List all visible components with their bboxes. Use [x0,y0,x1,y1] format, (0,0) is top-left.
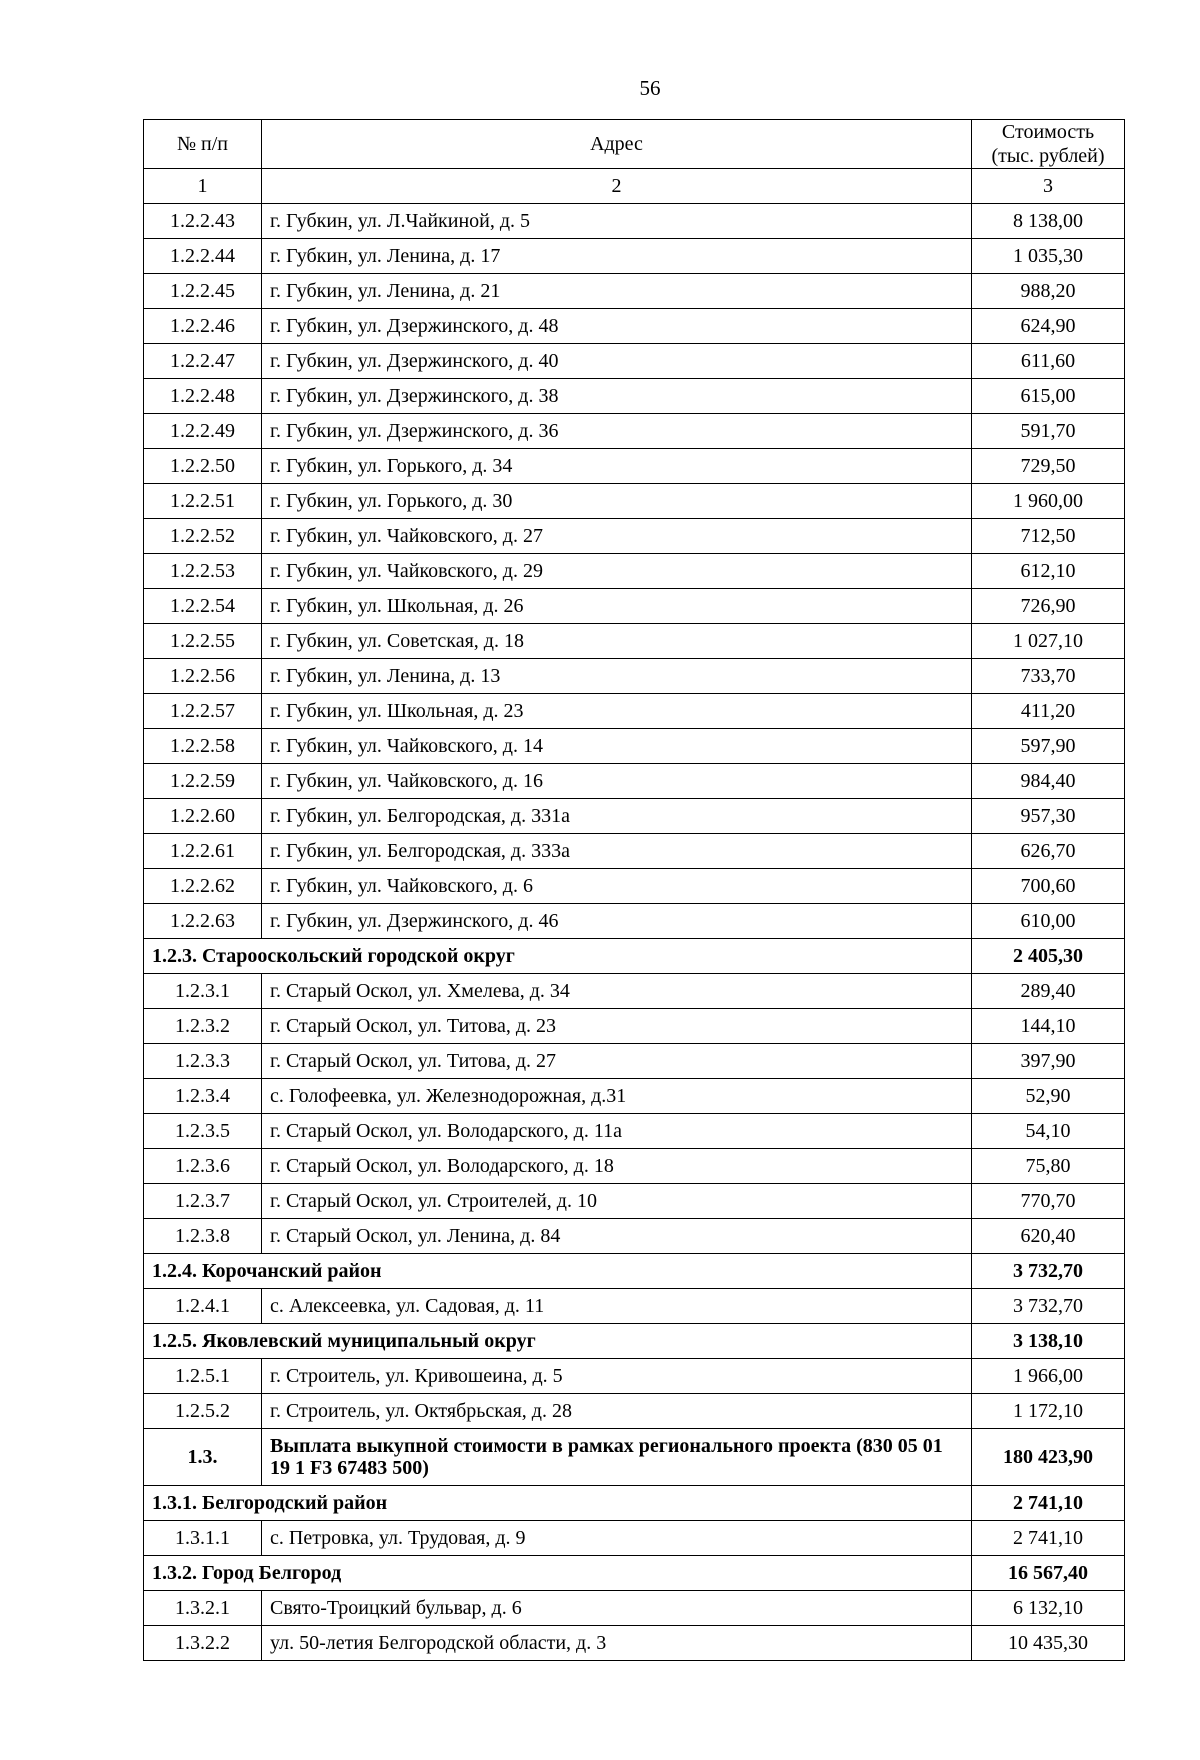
table-row [144,1184,1125,1219]
row-address: г. Старый Оскол, ул. Хмелева, д. 34 [262,974,972,1009]
column-number: 1 [144,169,262,204]
row-number: 1.2.3.6 [144,1149,262,1184]
row-number: 1.2.2.44 [144,239,262,274]
table-row [144,204,1125,239]
row-cost: 75,80 [972,1149,1125,1184]
row-cost: 2 741,10 [972,1521,1125,1556]
row-address: г. Старый Оскол, ул. Володарского, д. 11а [262,1114,972,1149]
row-cost: 1 027,10 [972,624,1125,659]
table-section-row [144,1486,1125,1521]
row-cost: 597,90 [972,729,1125,764]
row-address: г. Губкин, ул. Дзержинского, д. 46 [262,904,972,939]
row-cost: 957,30 [972,799,1125,834]
row-address: г. Губкин, ул. Чайковского, д. 16 [262,764,972,799]
row-cost: 988,20 [972,274,1125,309]
table-row [144,1289,1125,1324]
row-address: с. Петровка, ул. Трудовая, д. 9 [262,1521,972,1556]
row-cost: 624,90 [972,309,1125,344]
row-address: г. Старый Оскол, ул. Титова, д. 23 [262,1009,972,1044]
table-row [144,799,1125,834]
table-major-row [144,1429,1125,1486]
row-cost: 610,00 [972,904,1125,939]
row-number: 1.2.3.7 [144,1184,262,1219]
section-total: 3 138,10 [972,1324,1125,1359]
row-cost: 8 138,00 [972,204,1125,239]
row-address: г. Губкин, ул. Чайковского, д. 29 [262,554,972,589]
table-row [144,1626,1125,1661]
row-address: с. Алексеевка, ул. Садовая, д. 11 [262,1289,972,1324]
row-number: 1.2.4.1 [144,1289,262,1324]
row-number: 1.2.2.53 [144,554,262,589]
table-row [144,519,1125,554]
row-cost: 289,40 [972,974,1125,1009]
row-number: 1.2.2.48 [144,379,262,414]
table-row [144,694,1125,729]
row-cost: 729,50 [972,449,1125,484]
table-section-row [144,939,1125,974]
row-cost: 180 423,90 [972,1429,1125,1486]
row-cost: 397,90 [972,1044,1125,1079]
row-address: г. Губкин, ул. Горького, д. 30 [262,484,972,519]
row-number: 1.2.2.56 [144,659,262,694]
table-row [144,974,1125,1009]
row-cost: 733,70 [972,659,1125,694]
row-cost: 770,70 [972,1184,1125,1219]
row-number: 1.2.2.59 [144,764,262,799]
row-cost: 700,60 [972,869,1125,904]
row-number: 1.2.3.4 [144,1079,262,1114]
row-number: 1.2.2.58 [144,729,262,764]
table-row [144,239,1125,274]
row-number: 1.2.2.45 [144,274,262,309]
row-number: 1.2.2.50 [144,449,262,484]
row-cost: 726,90 [972,589,1125,624]
table-row [144,589,1125,624]
row-cost: 1 035,30 [972,239,1125,274]
table-row [144,1359,1125,1394]
row-number: 1.2.2.61 [144,834,262,869]
row-address: г. Старый Оскол, ул. Володарского, д. 18 [262,1149,972,1184]
price-table [143,119,1125,1661]
table-row [144,554,1125,589]
row-cost: 54,10 [972,1114,1125,1149]
row-address: г. Губкин, ул. Дзержинского, д. 38 [262,379,972,414]
row-number: 1.2.5.2 [144,1394,262,1429]
table-row [144,414,1125,449]
row-address: г. Губкин, ул. Белгородская, д. 331а [262,799,972,834]
section-title: 1.3.2. Город Белгород [144,1556,972,1591]
row-address: г. Губкин, ул. Чайковского, д. 14 [262,729,972,764]
table-body [144,204,1125,1661]
row-address: г. Строитель, ул. Кривошеина, д. 5 [262,1359,972,1394]
section-total: 2 405,30 [972,939,1125,974]
row-number: 1.3.2.2 [144,1626,262,1661]
row-address: Свято-Троицкий бульвар, д. 6 [262,1591,972,1626]
row-cost: 6 132,10 [972,1591,1125,1626]
row-cost: 712,50 [972,519,1125,554]
row-address: Выплата выкупной стоимости в рамках регионального проекта (830 05 01 19 1 F3 67483 500) [262,1429,972,1486]
row-address: г. Губкин, ул. Советская, д. 18 [262,624,972,659]
row-address: г. Губкин, ул. Школьная, д. 26 [262,589,972,624]
row-cost: 620,40 [972,1219,1125,1254]
row-address: г. Старый Оскол, ул. Ленина, д. 84 [262,1219,972,1254]
table-row [144,1219,1125,1254]
row-address: г. Губкин, ул. Ленина, д. 17 [262,239,972,274]
row-cost: 144,10 [972,1009,1125,1044]
row-address: г. Старый Оскол, ул. Титова, д. 27 [262,1044,972,1079]
table-row [144,1009,1125,1044]
header-address: Адрес [262,120,972,169]
row-address: г. Губкин, ул. Школьная, д. 23 [262,694,972,729]
row-number: 1.2.2.47 [144,344,262,379]
page-number: 56 [639,76,661,100]
table-row [144,274,1125,309]
table-row [144,1521,1125,1556]
row-address: г. Губкин, ул. Горького, д. 34 [262,449,972,484]
row-cost: 411,20 [972,694,1125,729]
row-number: 1.2.3.3 [144,1044,262,1079]
row-cost: 1 966,00 [972,1359,1125,1394]
row-cost: 984,40 [972,764,1125,799]
row-number: 1.2.2.55 [144,624,262,659]
row-address: г. Губкин, ул. Ленина, д. 21 [262,274,972,309]
row-address: г. Губкин, ул. Чайковского, д. 27 [262,519,972,554]
row-address: г. Строитель, ул. Октябрьская, д. 28 [262,1394,972,1429]
row-address: с. Голофеевка, ул. Железнодорожная, д.31 [262,1079,972,1114]
row-cost: 626,70 [972,834,1125,869]
row-number: 1.2.3.8 [144,1219,262,1254]
section-title: 1.2.5. Яковлевский муниципальный округ [144,1324,972,1359]
table-row [144,309,1125,344]
row-number: 1.2.3.2 [144,1009,262,1044]
row-cost: 615,00 [972,379,1125,414]
table-row [144,344,1125,379]
table-row [144,659,1125,694]
table-row [144,869,1125,904]
row-cost: 612,10 [972,554,1125,589]
table-header-row [144,120,1125,169]
table-row [144,834,1125,869]
row-address: г. Губкин, ул. Дзержинского, д. 40 [262,344,972,379]
table-row [144,904,1125,939]
table-section-row [144,1254,1125,1289]
table-row [144,449,1125,484]
row-number: 1.2.2.49 [144,414,262,449]
table-row [144,1149,1125,1184]
row-address: г. Губкин, ул. Чайковского, д. 6 [262,869,972,904]
row-number: 1.2.2.54 [144,589,262,624]
row-address: г. Губкин, ул. Ленина, д. 13 [262,659,972,694]
table-row [144,1114,1125,1149]
table-row [144,1591,1125,1626]
row-number: 1.2.2.60 [144,799,262,834]
row-number: 1.2.2.51 [144,484,262,519]
header-num: № п/п [144,120,262,169]
table-row [144,624,1125,659]
table-row [144,729,1125,764]
row-cost: 1 172,10 [972,1394,1125,1429]
header-cost: Стоимость (тыс. рублей) [972,120,1125,169]
row-address: ул. 50-летия Белгородской области, д. 3 [262,1626,972,1661]
row-address: г. Губкин, ул. Дзержинского, д. 48 [262,309,972,344]
table-row [144,764,1125,799]
row-number: 1.2.2.43 [144,204,262,239]
row-address: г. Старый Оскол, ул. Строителей, д. 10 [262,1184,972,1219]
row-number: 1.2.2.57 [144,694,262,729]
row-cost: 591,70 [972,414,1125,449]
row-number: 1.2.5.1 [144,1359,262,1394]
row-cost: 52,90 [972,1079,1125,1114]
row-address: г. Губкин, ул. Дзержинского, д. 36 [262,414,972,449]
section-total: 16 567,40 [972,1556,1125,1591]
table-row [144,379,1125,414]
row-cost: 611,60 [972,344,1125,379]
row-number: 1.2.2.63 [144,904,262,939]
row-cost: 10 435,30 [972,1626,1125,1661]
table-row [144,1394,1125,1429]
row-number: 1.3.1.1 [144,1521,262,1556]
column-number: 3 [972,169,1125,204]
row-address: г. Губкин, ул. Л.Чайкиной, д. 5 [262,204,972,239]
row-number: 1.2.3.5 [144,1114,262,1149]
section-title: 1.2.3. Старооскольский городской округ [144,939,972,974]
row-number: 1.3. [144,1429,262,1486]
column-number-row [144,169,1125,204]
table-row [144,484,1125,519]
section-total: 3 732,70 [972,1254,1125,1289]
row-number: 1.2.3.1 [144,974,262,1009]
table-row [144,1079,1125,1114]
row-number: 1.2.2.62 [144,869,262,904]
column-number: 2 [262,169,972,204]
table-section-row [144,1324,1125,1359]
section-total: 2 741,10 [972,1486,1125,1521]
table-row [144,1044,1125,1079]
section-title: 1.3.1. Белгородский район [144,1486,972,1521]
row-number: 1.2.2.46 [144,309,262,344]
row-cost: 1 960,00 [972,484,1125,519]
row-address: г. Губкин, ул. Белгородская, д. 333а [262,834,972,869]
table-section-row [144,1556,1125,1591]
row-cost: 3 732,70 [972,1289,1125,1324]
section-title: 1.2.4. Корочанский район [144,1254,972,1289]
row-number: 1.2.2.52 [144,519,262,554]
row-number: 1.3.2.1 [144,1591,262,1626]
